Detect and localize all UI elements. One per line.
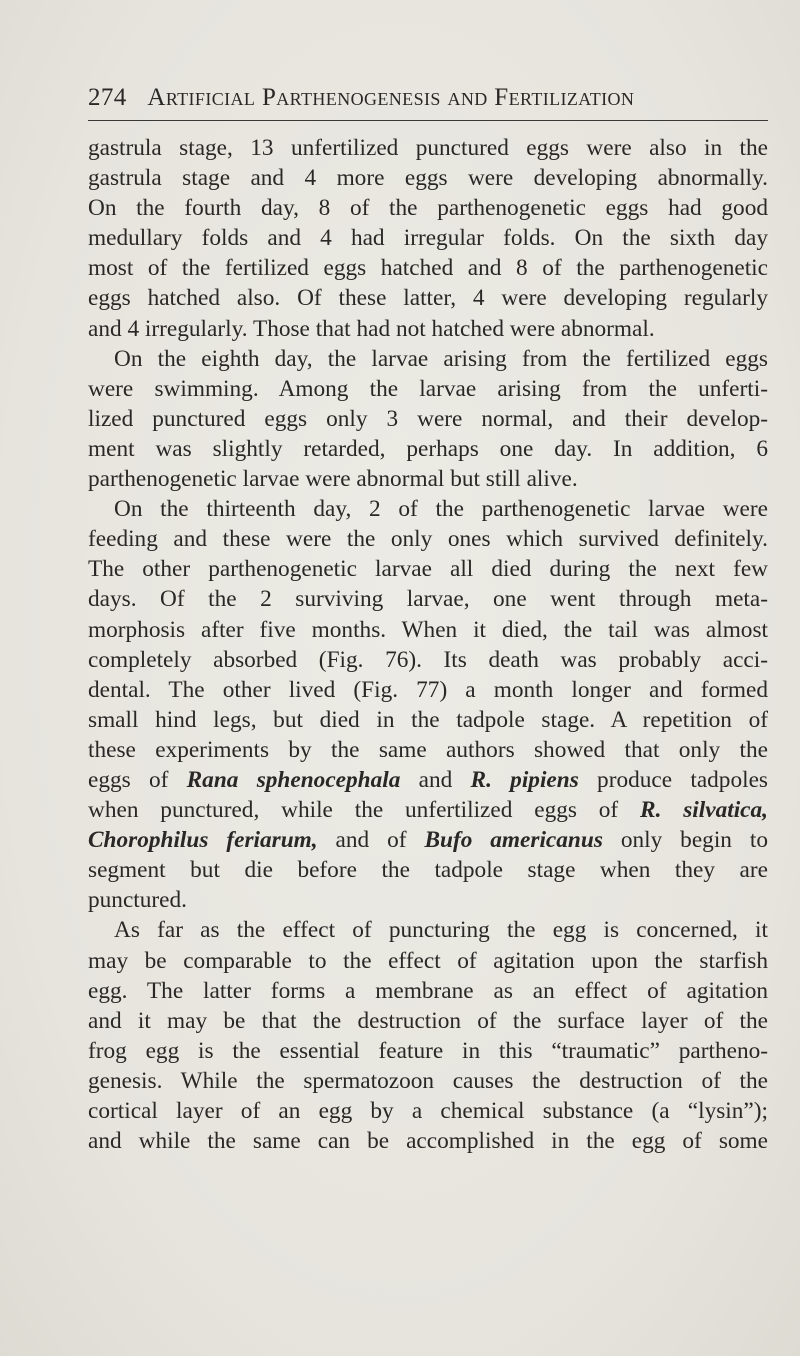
text-line: egg. The latter forms a membrane as an effect of agitation — [88, 977, 768, 1004]
text-line: and it may be that the destruction of the surface layer of the — [88, 1007, 768, 1034]
text-line: genesis. While the spermatozoon causes the destruction of the — [88, 1067, 768, 1094]
species-name: Bufo americanus — [424, 827, 603, 854]
body-text — [88, 133, 768, 1156]
page-number: 274 — [88, 84, 127, 111]
text-line: small hind legs, but died in the tadpole stage. A repetition of — [88, 706, 768, 733]
text-line: punctured. — [88, 887, 187, 914]
text-line: most of the fertilized eggs hatched and 8 of the parthenogenetic — [88, 255, 768, 282]
text-line: medullary folds and 4 had irregular folds. On the sixth day — [88, 225, 768, 252]
text-line: were swimming. Among the larvae arising from the unferti- — [88, 375, 768, 402]
running-title: Artificial Parthenogenesis and Fertilization — [147, 84, 635, 111]
text-line: these experiments by the same authors showed that only the — [88, 736, 768, 763]
header-rule — [88, 120, 768, 121]
text-line: lized punctured eggs only 3 were normal, and their develop- — [88, 405, 768, 432]
text-line: eggs of Rana sphenocephala and R. pipiens produce tadpoles — [88, 766, 768, 793]
text-line: ment was slightly retarded, perhaps one day. In addition, 6 — [88, 435, 768, 462]
text-line: may be comparable to the effect of agitation upon the starfish — [88, 947, 768, 974]
text-line: frog egg is the essential feature in this “traumatic” partheno- — [88, 1037, 768, 1064]
text-line: and 4 irregularly. Those that had not hatched were abnormal. — [88, 315, 655, 342]
text-line: The other parthenogenetic larvae all died during the next few — [88, 556, 768, 583]
species-name: Rana sphenocephala — [186, 766, 401, 793]
text-line: dental. The other lived (Fig. 77) a month longer and formed — [88, 676, 768, 703]
text-line: As far as the effect of puncturing the egg is concerned, it — [114, 917, 768, 944]
text-line: completely absorbed (Fig. 76). Its death was probably acci- — [88, 646, 768, 673]
text-line: cortical layer of an egg by a chemical substance (a “lysin”); — [88, 1098, 768, 1124]
text-line: gastrula stage, 13 unfertilized punctured eggs were also in the — [88, 135, 768, 161]
text-line: segment but die before the tadpole stage when they are — [88, 857, 768, 884]
species-name: R. pipiens — [470, 766, 579, 793]
text-line: On the eighth day, the larvae arising from the fertilized eggs — [114, 345, 768, 372]
text-line: morphosis after five months. When it died, the tail was almost — [88, 616, 768, 643]
text-line: when punctured, while the unfertilized eggs of R. silvatica, — [88, 797, 768, 824]
text-line: On the fourth day, 8 of the parthenogenetic eggs had good — [88, 195, 768, 222]
text-line: feeding and these were the only ones which survived definitely. — [88, 526, 768, 553]
text-line: gastrula stage and 4 more eggs were developing abnormally. — [88, 165, 768, 192]
species-name: R. silvatica, — [640, 797, 768, 824]
text-line: Chorophilus feriarum, and of Bufo americanus only begin to — [88, 827, 768, 854]
species-name: Chorophilus feriarum, — [88, 827, 318, 854]
text-line: days. Of the 2 surviving larvae, one went through meta- — [88, 586, 768, 613]
text-line: parthenogenetic larvae were abnormal but still alive. — [88, 466, 578, 493]
text-line: eggs hatched also. Of these latter, 4 were developing regularly — [88, 285, 768, 312]
running-header — [88, 84, 768, 118]
text-line: and while the same can be accomplished in the egg of some — [88, 1128, 768, 1155]
text-line: On the thirteenth day, 2 of the parthenogenetic larvae were — [114, 496, 768, 523]
